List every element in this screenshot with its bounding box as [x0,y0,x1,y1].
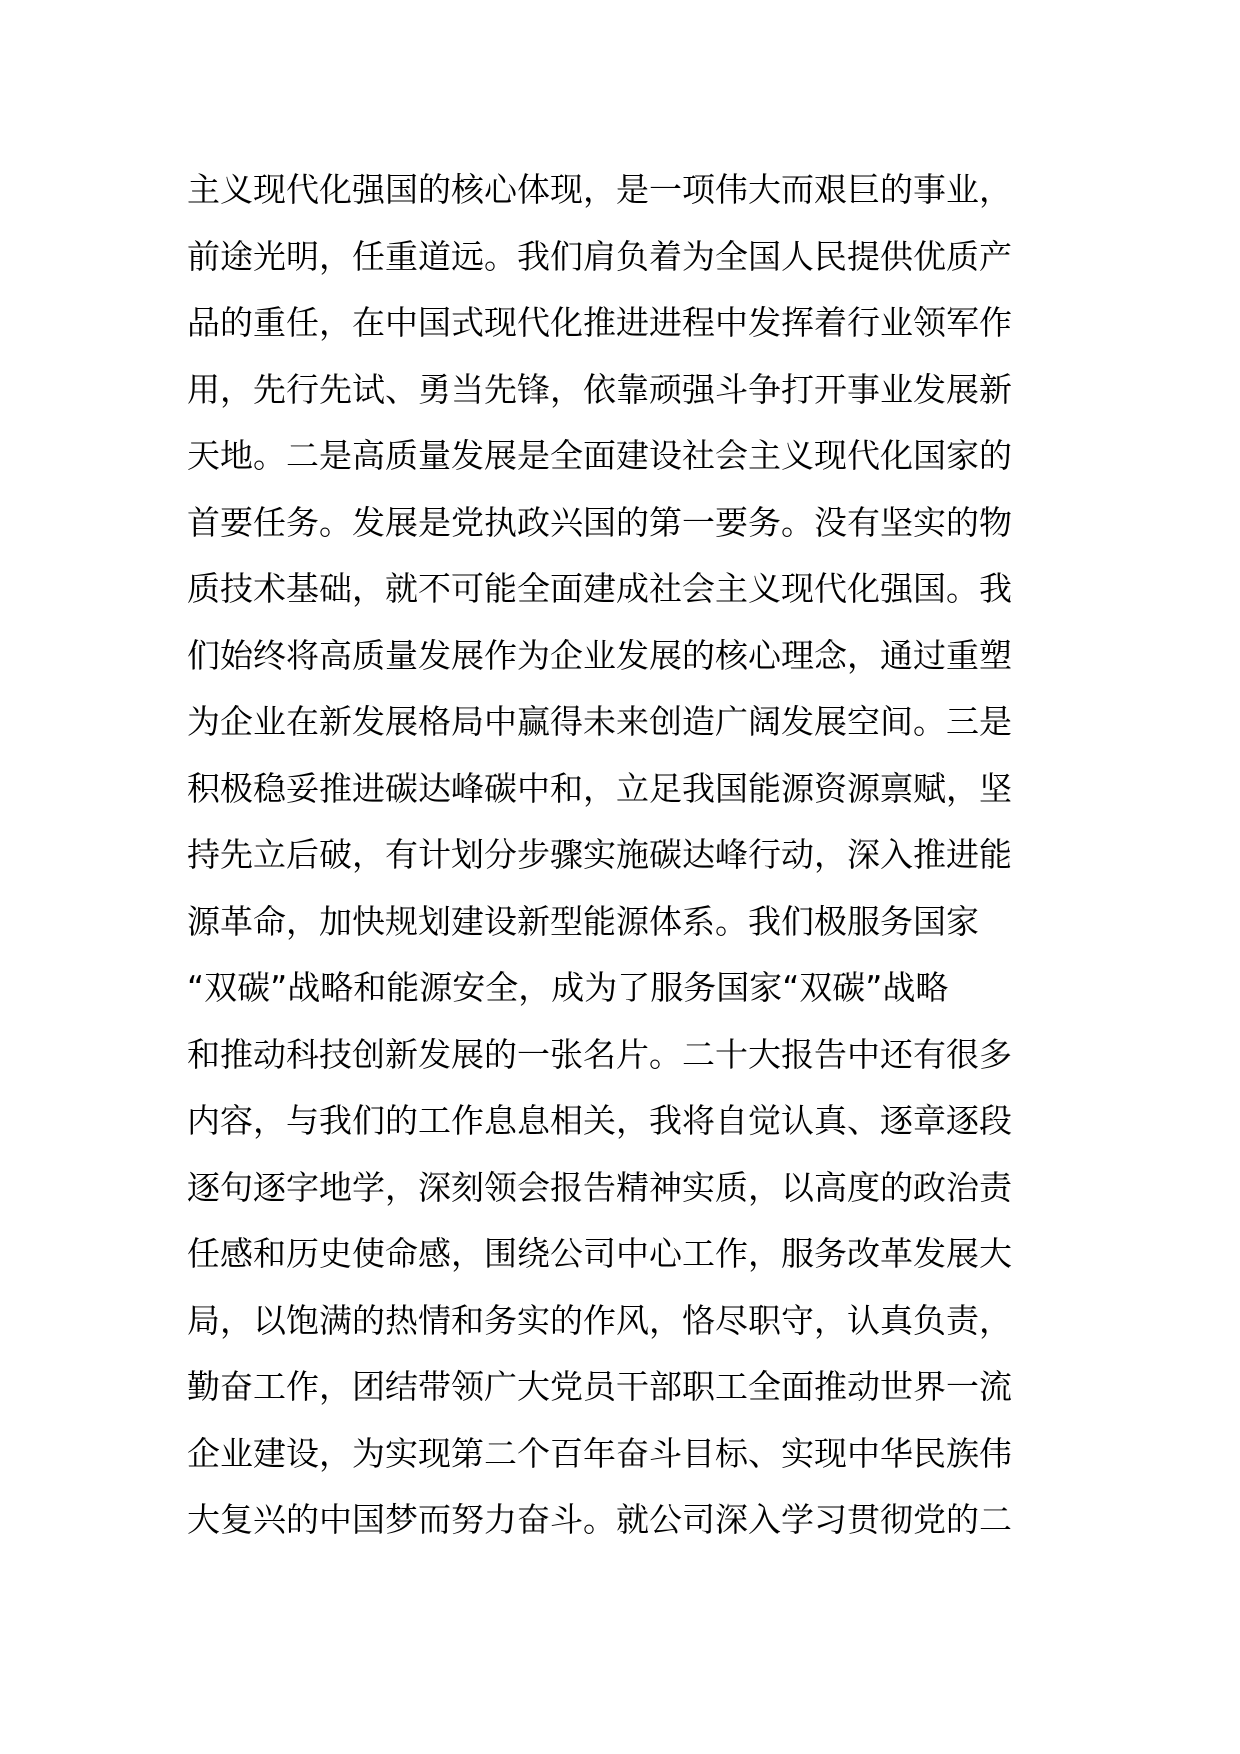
text-line: 首要任务。发展是党执政兴国的第一要务。没有坚实的物 [187,502,1012,542]
text-line: 天地。二是高质量发展是全面建设社会主义现代化国家的 [187,436,1012,475]
text-line: 大复兴的中国梦而努力奋斗。就公司深入学习贯彻党的二 [187,1500,1012,1539]
text-line: 用，先行先试、勇当先锋，依靠顽强斗争打开事业发展新 [187,369,1012,409]
text-line: 持先立后破，有计划分步骤实施碳达峰行动，深入推进能 [187,835,1012,874]
text-line: 们始终将高质量发展作为企业发展的核心理念，通过重塑 [187,635,1012,675]
text-line: 勤奋工作，团结带领广大党员干部职工全面推动世界一流 [187,1367,1012,1406]
text-line: 内容，与我们的工作息息相关，我将自觉认真、逐章逐段 [187,1101,1012,1140]
body-text [187,157,1067,1554]
text-line: 逐句逐字地学，深刻领会报告精神实质，以高度的政治责 [187,1167,1012,1207]
text-line: 积极稳妥推进碳达峰碳中和，立足我国能源资源禀赋，坚 [187,768,1012,808]
text-line: 前途光明，任重道远。我们肩负着为全国人民提供优质产 [187,236,1012,276]
text-line: 局，以饱满的热情和务实的作风，恪尽职守，认真负责， [187,1300,1012,1340]
text-line: 任感和历史使命感，围绕公司中心工作，服务改革发展大 [187,1234,1012,1273]
text-line: 企业建设，为实现第二个百年奋斗目标、实现中华民族伟 [187,1433,1012,1473]
text-line: 主义现代化强国的核心体现，是一项伟大而艰巨的事业， [187,170,1012,209]
text-line: 品的重任，在中国式现代化推进进程中发挥着行业领军作 [187,303,1012,342]
text-line: 源革命，加快规划建设新型能源体系。我们极服务国家 [187,901,979,941]
text-line: 和推动科技创新发展的一张名片。二十大报告中还有很多 [187,1034,1012,1074]
text-line: “双碳”战略和能源安全，成为了服务国家“双碳”战略 [187,968,949,1007]
text-line: 质技术基础，就不可能全面建成社会主义现代化强国。我 [187,569,1012,608]
text-line: 为企业在新发展格局中赢得未来创造广阔发展空间。三是 [187,702,1012,741]
